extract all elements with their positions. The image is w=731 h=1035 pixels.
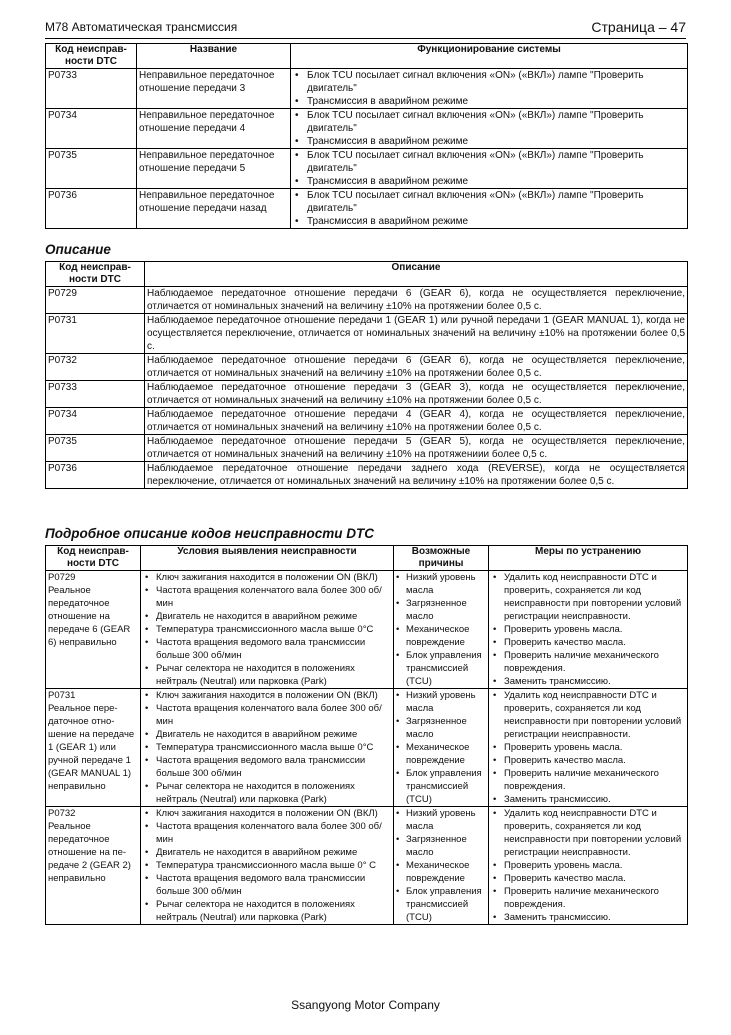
list-item: • Проверить уровень масла. [491,859,685,872]
dtc-detailed-table [45,545,688,925]
section-title-description: Описание [45,242,111,257]
list-item: • Двигатель не находится в аварийном режиме [143,728,391,741]
dtc-description: Наблюдаемое передаточное отношение передачи 6 (GEAR 6), когда не осуществляется переключение, отличается от номинальных значений на величину ±10% на протяжении более 0,5 с. [145,354,688,381]
section-title-detailed: Подробное описание кодов неисправности DTC [45,526,375,541]
list-item: • Рычаг селектора не находится в положениях нейтраль (Neutral) или парковка (Park) [143,898,391,924]
list-item: • Механическое повреждение [396,741,486,767]
table-row [46,807,688,925]
table-row [46,149,688,189]
list-item: • Температура трансмиссионного масла выше 0° C [143,859,391,872]
table-header-row [46,262,688,287]
list-item: • Проверить наличие механического повреждения. [491,649,685,675]
col-header-code: Код неисправ-ности DTC [46,262,145,287]
dtc-code: P0729 [46,287,145,314]
list-item: • Загрязненное масло [396,715,486,741]
dtc-name: Неправильное передаточное отношение передачи назад [137,189,291,229]
table-row [46,189,688,229]
list-item: • Частота вращения ведомого вала трансмиссии больше 300 об/мин [143,754,391,780]
dtc-description: Наблюдаемое передаточное отношение передачи 5 (GEAR 5), когда не осуществляется переключение, отличается от номинальных значений на величину ±10% на протяжениии более 0,5 с. [145,435,688,462]
function-list [293,69,685,108]
list-item: • Трансмиссия в аварийном режиме [293,175,685,188]
dtc-description: Наблюдаемое передаточное отношение передачи 3 (GEAR 3), когда не осуществляется переключение, отличается от номинальных значений на величину ±10% на протяжении более 0,5 с. [145,381,688,408]
function-list [293,109,685,148]
list-item: • Низкий уровень масла [396,807,486,833]
list-item: • Частота вращения ведомого вала трансмиссии больше 300 об/мин [143,636,391,662]
actions-list [491,571,685,688]
list-item: • Механическое повреждение [396,623,486,649]
col-header-causes: Возможные причины [394,546,489,571]
list-item: • Частота вращения ведомого вала трансмиссии больше 300 об/мин [143,872,391,898]
list-item: • Проверить наличие механического повреждения. [491,885,685,911]
conditions-list [143,689,391,806]
list-item: • Температура трансмиссионного масла выше 0°C [143,741,391,754]
list-item: • Блок TCU посылает сигнал включения «ON» («ВКЛ») лампе "Проверить двигатель" [293,149,685,175]
col-header-function: Функционирование системы [291,44,688,69]
col-header-code: Код неисправ-ности DTC [46,546,141,571]
dtc-code: P0733 [46,381,145,408]
col-header-conditions: Условия выявления неисправности [141,546,394,571]
detection-conditions [141,689,394,807]
table-row [46,435,688,462]
table-row [46,689,688,807]
possible-causes [394,571,489,689]
list-item: • Заменить трансмиссию. [491,793,685,806]
list-item: • Низкий уровень масла [396,571,486,597]
list-item: • Механическое повреждение [396,859,486,885]
list-item: • Ключ зажигания находится в положении ON (ВКЛ) [143,689,391,702]
causes-list [396,689,486,806]
dtc-function [291,109,688,149]
dtc-name: Неправильное передаточное отношение передачи 4 [137,109,291,149]
list-item: • Блок TCU посылает сигнал включения «ON» («ВКЛ») лампе "Проверить двигатель" [293,189,685,215]
actions-list [491,807,685,924]
footer-company: Ssangyong Motor Company [291,998,440,1012]
list-item: • Проверить качество масла. [491,754,685,767]
corrective-actions [489,689,688,807]
list-item: • Блок управления трансмиссией (TCU) [396,649,486,688]
dtc-code-summary: P0732 Реальное передаточное отношение на пе-редаче 2 (GEAR 2) неправильно [46,807,141,925]
function-list [293,149,685,188]
list-item: • Блок управления трансмиссией (TCU) [396,767,486,806]
list-item: • Блок управления трансмиссией (TCU) [396,885,486,924]
list-item: • Проверить уровень масла. [491,741,685,754]
dtc-code: P0732 [46,354,145,381]
causes-list [396,807,486,924]
dtc-description: Наблюдаемое передаточное отношение передачи заднего хода (REVERSE), когда не осуществляется переключение, отличается от номинальных значений на величину ±10% на протяжении более 0,5 с. [145,462,688,489]
dtc-function-table [45,43,688,229]
table-row [46,314,688,354]
dtc-code-summary: P0731 Реальное пере-даточное отно-шение на передаче 1 (GEAR 1) или ручной передаче 1 (GEAR MANUAL 1) неправильно [46,689,141,807]
corrective-actions [489,807,688,925]
corrective-actions [489,571,688,689]
possible-causes [394,807,489,925]
list-item: • Трансмиссия в аварийном режиме [293,95,685,108]
dtc-code: P0731 [46,314,145,354]
table-row [46,462,688,489]
dtc-function [291,69,688,109]
list-item: • Загрязненное масло [396,597,486,623]
list-item: • Ключ зажигания находится в положении ON (ВКЛ) [143,807,391,820]
dtc-code: P0736 [46,189,137,229]
col-header-code: Код неисправ-ности DTC [46,44,137,69]
table-row [46,571,688,689]
list-item: • Проверить качество масла. [491,872,685,885]
list-item: • Частота вращения коленчатого вала более 300 об/мин [143,584,391,610]
table-row [46,381,688,408]
dtc-code: P0736 [46,462,145,489]
conditions-list [143,807,391,924]
dtc-code: P0734 [46,109,137,149]
list-item: • Загрязненное масло [396,833,486,859]
table-row [46,354,688,381]
table-header-row [46,546,688,571]
actions-list [491,689,685,806]
dtc-description: Наблюдаемое передаточное отношение передачи 1 (GEAR 1) или ручной передачи 1 (GEAR MANUAL 1), когда не осуществляется переключение, отличается от номинальных значений на величину ±10% на протяжении более 0,5 с. [145,314,688,354]
list-item: • Удалить код неисправности DTC и проверить, сохраняется ли код неисправности при повторении условий регистрации неисправности. [491,689,685,741]
dtc-description: Наблюдаемое передаточное отношение передачи 4 (GEAR 4), когда не осуществляется переключение, отличается от номинальных значений на величину ±10% на протяжении более 0,5 с. [145,408,688,435]
table-row [46,69,688,109]
detection-conditions [141,571,394,689]
dtc-code: P0735 [46,435,145,462]
col-header-actions: Меры по устранению [489,546,688,571]
list-item: • Низкий уровень масла [396,689,486,715]
dtc-code: P0734 [46,408,145,435]
list-item: • Трансмиссия в аварийном режиме [293,135,685,148]
dtc-function [291,189,688,229]
dtc-name: Неправильное передаточное отношение передачи 3 [137,69,291,109]
conditions-list [143,571,391,688]
col-header-description: Описание [145,262,688,287]
list-item: • Заменить трансмиссию. [491,675,685,688]
doc-title: M78 Автоматическая трансмиссия [45,20,238,34]
dtc-function [291,149,688,189]
list-item: • Блок TCU посылает сигнал включения «ON» («ВКЛ») лампе "Проверить двигатель" [293,69,685,95]
list-item: • Рычаг селектора не находится в положениях нейтраль (Neutral) или парковка (Park) [143,662,391,688]
page-number: Страница – 47 [591,19,686,35]
list-item: • Блок TCU посылает сигнал включения «ON» («ВКЛ») лампе "Проверить двигатель" [293,109,685,135]
dtc-description: Наблюдаемое передаточное отношение передачи 6 (GEAR 6), когда не осуществляется переключение, отличается от номинальных значений на величину ±10% на протяжении более 0,5 с. [145,287,688,314]
list-item: • Рычаг селектора не находится в положениях нейтраль (Neutral) или парковка (Park) [143,780,391,806]
detection-conditions [141,807,394,925]
possible-causes [394,689,489,807]
list-item: • Ключ зажигания находится в положении ON (ВКЛ) [143,571,391,584]
list-item: • Проверить качество масла. [491,636,685,649]
list-item: • Заменить трансмиссию. [491,911,685,924]
list-item: • Удалить код неисправности DTC и проверить, сохраняется ли код неисправности при повторении условий регистрации неисправности. [491,807,685,859]
function-list [293,189,685,228]
dtc-name: Неправильное передаточное отношение передачи 5 [137,149,291,189]
table-header-row [46,44,688,69]
dtc-code: P0733 [46,69,137,109]
header-rule [45,38,686,39]
list-item: • Проверить наличие механического повреждения. [491,767,685,793]
list-item: • Температура трансмиссионного масла выше 0°C [143,623,391,636]
table-row [46,109,688,149]
list-item: • Частота вращения коленчатого вала более 300 об/мин [143,820,391,846]
dtc-code-summary: P0729 Реальное передаточное отношение на передаче 6 (GEAR 6) неправильно [46,571,141,689]
list-item: • Частота вращения коленчатого вала более 300 об/мин [143,702,391,728]
table-row [46,408,688,435]
table-row [46,287,688,314]
list-item: • Двигатель не находится в аварийном режиме [143,846,391,859]
list-item: • Трансмиссия в аварийном режиме [293,215,685,228]
dtc-code: P0735 [46,149,137,189]
list-item: • Двигатель не находится в аварийном режиме [143,610,391,623]
causes-list [396,571,486,688]
list-item: • Проверить уровень масла. [491,623,685,636]
col-header-name: Название [137,44,291,69]
dtc-description-table [45,261,688,489]
list-item: • Удалить код неисправности DTC и проверить, сохраняется ли код неисправности при повторении условий регистрации неисправности. [491,571,685,623]
